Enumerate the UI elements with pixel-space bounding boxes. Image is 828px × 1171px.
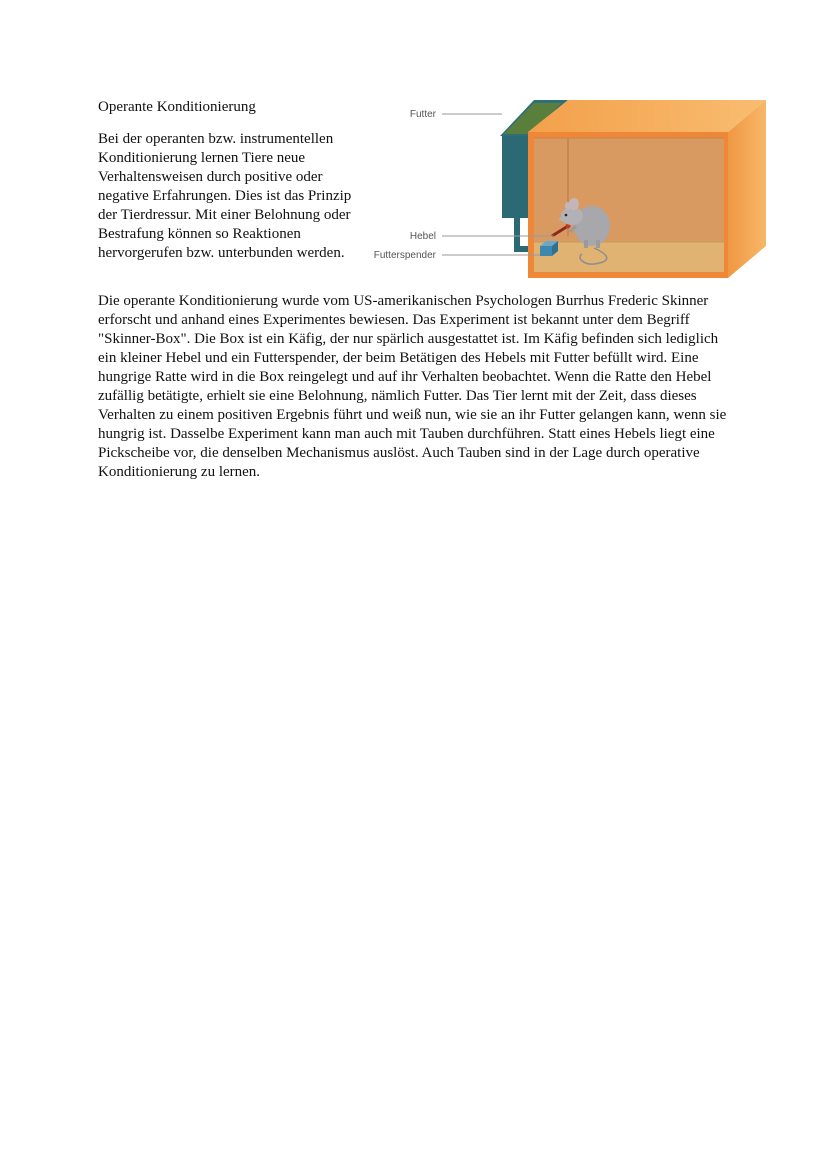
- label-dispenser: Futterspender: [373, 250, 436, 261]
- label-lever: Hebel: [409, 231, 436, 242]
- intro-paragraph: Bei der operanten bzw. instrumentellen Konditionierung lernen Tiere neue Verhaltensweisen durch positive oder negative Erfahrungen. Dies ist das Prinzip der Tierdressur. Mit einer Belohnung oder Bestrafung können so Reaktionen hervorgerufen bzw. unterbunden werden.: [98, 131, 352, 261]
- skinner-box-figure: [362, 96, 772, 284]
- page-title: Operante Konditionierung: [98, 99, 256, 115]
- label-food: Futter: [409, 109, 436, 120]
- cage-box: [528, 100, 766, 278]
- body-paragraph: Die operante Konditionierung wurde vom US-amerikanischen Psychologen Burrhus Frederic Skinner erforscht und anhand eines Experimentes bewiesen. Das Experiment ist bekannt unter dem Begriff "Skinner-Box". Die Box ist ein Käfig, der nur spärlich ausgestattet ist. Im Käfig befinden sich lediglich ein kleiner Hebel und ein Futterspender, der beim Betätigen des Hebels mit Futter befüllt wird. Eine hungrige Ratte wird in die Box reingelegt und auf ihr Verhalten beobachtet. Wenn die Ratte den Hebel zufällig betätigte, erhielt sie eine Belohnung, nämlich Futter. Das Tier lernt mit der Zeit, dass dieses Verhalten zu einem positiven Ergebnis führt und weiß nun, wie sie an ihr Futter gelangen kann, wenn sie hungrig ist. Dasselbe Experiment kann man auch mit Tauben durchführen. Statt eines Hebels liegt eine Pickscheibe vor, die denselben Mechanismus auslöst. Auch Tauben sind in der Lage durch operative Konditionierung zu lernen.: [98, 293, 727, 480]
- skinner-box-illustration: [362, 96, 772, 284]
